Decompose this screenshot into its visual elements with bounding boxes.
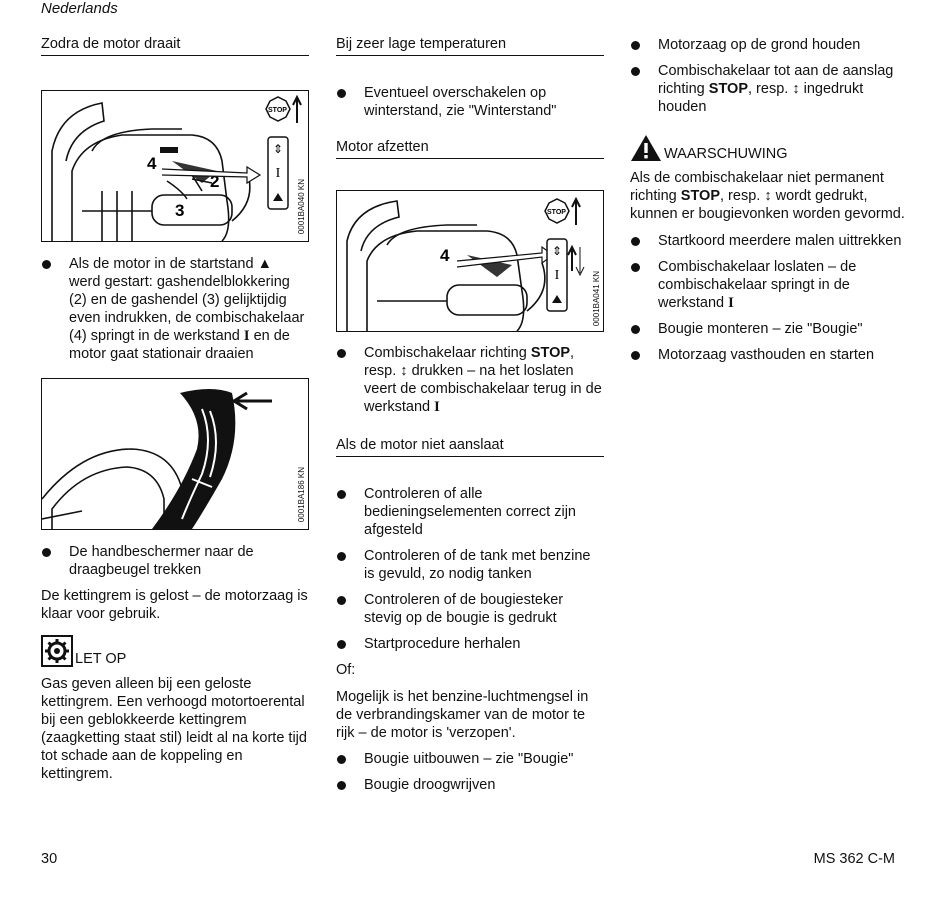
label-2: 2 bbox=[210, 172, 220, 191]
work-position-icon: I bbox=[243, 328, 250, 344]
paragraph: De kettingrem is gelost – de motorzaag is klaar voor gebruik. bbox=[41, 588, 308, 622]
section-heading: Motor afzetten bbox=[336, 139, 604, 159]
start-triangle-icon: ▲ bbox=[257, 256, 272, 272]
choke-icon: ↕ bbox=[764, 188, 772, 204]
warning-title: WAARSCHUWING bbox=[664, 146, 788, 162]
list-item: Startkoord meerdere malen uittrekken bbox=[630, 232, 905, 250]
arrow-left-icon bbox=[234, 393, 272, 409]
stop-sign-icon bbox=[266, 97, 290, 121]
svg-text:⇕: ⇕ bbox=[272, 142, 284, 156]
page-number: 30 bbox=[41, 851, 58, 867]
list-item: Motorzaag op de grond houden bbox=[630, 36, 905, 54]
figure-code: 0001BA041 KN bbox=[592, 271, 601, 327]
label-3: 3 bbox=[175, 201, 185, 220]
list-item: Combischakelaar richting STOP, resp. ↕ drukken – na het loslaten veert de combischakelaar terug in de werkstand I bbox=[336, 344, 604, 416]
work-position-icon: I bbox=[728, 295, 734, 311]
chainsaw-illustration bbox=[42, 91, 308, 241]
paragraph: Mogelijk is het benzine-luchtmengsel in de verbrandingskamer van de motor te rijk – de motor is 'verzopen'. bbox=[336, 689, 589, 741]
figure-motor-stop bbox=[336, 190, 604, 332]
stop-sign-icon bbox=[545, 199, 569, 223]
svg-text:I: I bbox=[275, 166, 281, 181]
list-item: De handbeschermer naar de draagbeugel trekken bbox=[41, 543, 309, 579]
svg-text:⇕: ⇕ bbox=[551, 244, 563, 258]
svg-text:STOP: STOP bbox=[268, 107, 287, 114]
list-item: Controleren of de bougiesteker stevig op de bougie is gedrukt bbox=[336, 591, 604, 627]
warning-triangle-icon bbox=[630, 134, 662, 162]
figure-code: 0001BA040 KN bbox=[297, 179, 306, 235]
notice-title: LET OP bbox=[75, 651, 127, 667]
list-item: Bougie droogwrijven bbox=[336, 776, 604, 794]
label-4: 4 bbox=[440, 246, 450, 265]
svg-text:I: I bbox=[554, 268, 560, 283]
notice-heading bbox=[41, 635, 309, 667]
arrow-up-icon bbox=[293, 97, 301, 123]
list-item: Als de motor in de startstand ▲ werd gestart: gashendelblokkering (2) en de gashendel (3) gelijktijdig even indrukken, de combischakelaar (4) springt in de werkstand I en de motor gaat stationair draaien bbox=[41, 255, 309, 363]
svg-text:STOP: STOP bbox=[547, 209, 566, 216]
list-item: Controleren of alle bedieningselementen correct zijn afgesteld bbox=[336, 485, 604, 539]
list-item: Combischakelaar loslaten – de combischakelaar springt in de werkstand I bbox=[630, 258, 905, 312]
list-item: Combischakelaar tot aan de aanslag richting STOP, resp. ↕ ingedrukt houden bbox=[630, 62, 905, 116]
list-item: Controleren of de tank met benzine is gevuld, zo nodig tanken bbox=[336, 547, 604, 583]
section-heading: Zodra de motor draait bbox=[41, 36, 309, 56]
language-label: Nederlands bbox=[41, 0, 118, 17]
figure-code: 0001BA186 KN bbox=[297, 467, 306, 523]
column-3 bbox=[630, 36, 905, 364]
figure-hand-guard bbox=[41, 378, 309, 530]
label-4: 4 bbox=[147, 154, 157, 173]
warning-heading bbox=[630, 134, 905, 162]
list-item: Startprocedure herhalen bbox=[336, 635, 604, 653]
section-heading: Bij zeer lage temperaturen bbox=[336, 36, 604, 56]
notice-text: Gas geven alleen bij een geloste kettingrem. Een verhoogd motortoerental bij een geblokkeerde kettingrem (zaagketting staat stil) leidt al na korte tijd tot schade aan de koppeling en kettingrem. bbox=[41, 676, 307, 782]
model-name: MS 362 C-M bbox=[813, 851, 895, 867]
arrow-up-icon bbox=[572, 199, 580, 225]
chainsaw-illustration bbox=[337, 191, 603, 331]
list-item: Eventueel overschakelen op winterstand, zie "Winterstand" bbox=[336, 84, 604, 120]
choke-icon: ↕ bbox=[400, 363, 408, 379]
column-1 bbox=[41, 36, 309, 783]
hand-guard-illustration bbox=[42, 379, 308, 529]
paragraph: Of: bbox=[336, 662, 356, 678]
figure-throttle-release bbox=[41, 90, 309, 242]
list-item: Bougie uitbouwen – zie "Bougie" bbox=[336, 750, 604, 768]
warning-text: Als de combischakelaar niet permanent richting STOP, resp. ↕ wordt gedrukt, kunnen er bougievonken worden gevormd. bbox=[630, 170, 905, 222]
section-heading: Als de motor niet aanslaat bbox=[336, 437, 604, 457]
choke-icon: ↕ bbox=[792, 81, 800, 97]
check-list bbox=[336, 485, 604, 653]
list-item: Motorzaag vasthouden en starten bbox=[630, 346, 905, 364]
column-2 bbox=[336, 36, 604, 794]
gear-notice-icon bbox=[41, 635, 73, 667]
list-item: Bougie monteren – zie "Bougie" bbox=[630, 320, 905, 338]
work-position-icon: I bbox=[434, 399, 440, 415]
